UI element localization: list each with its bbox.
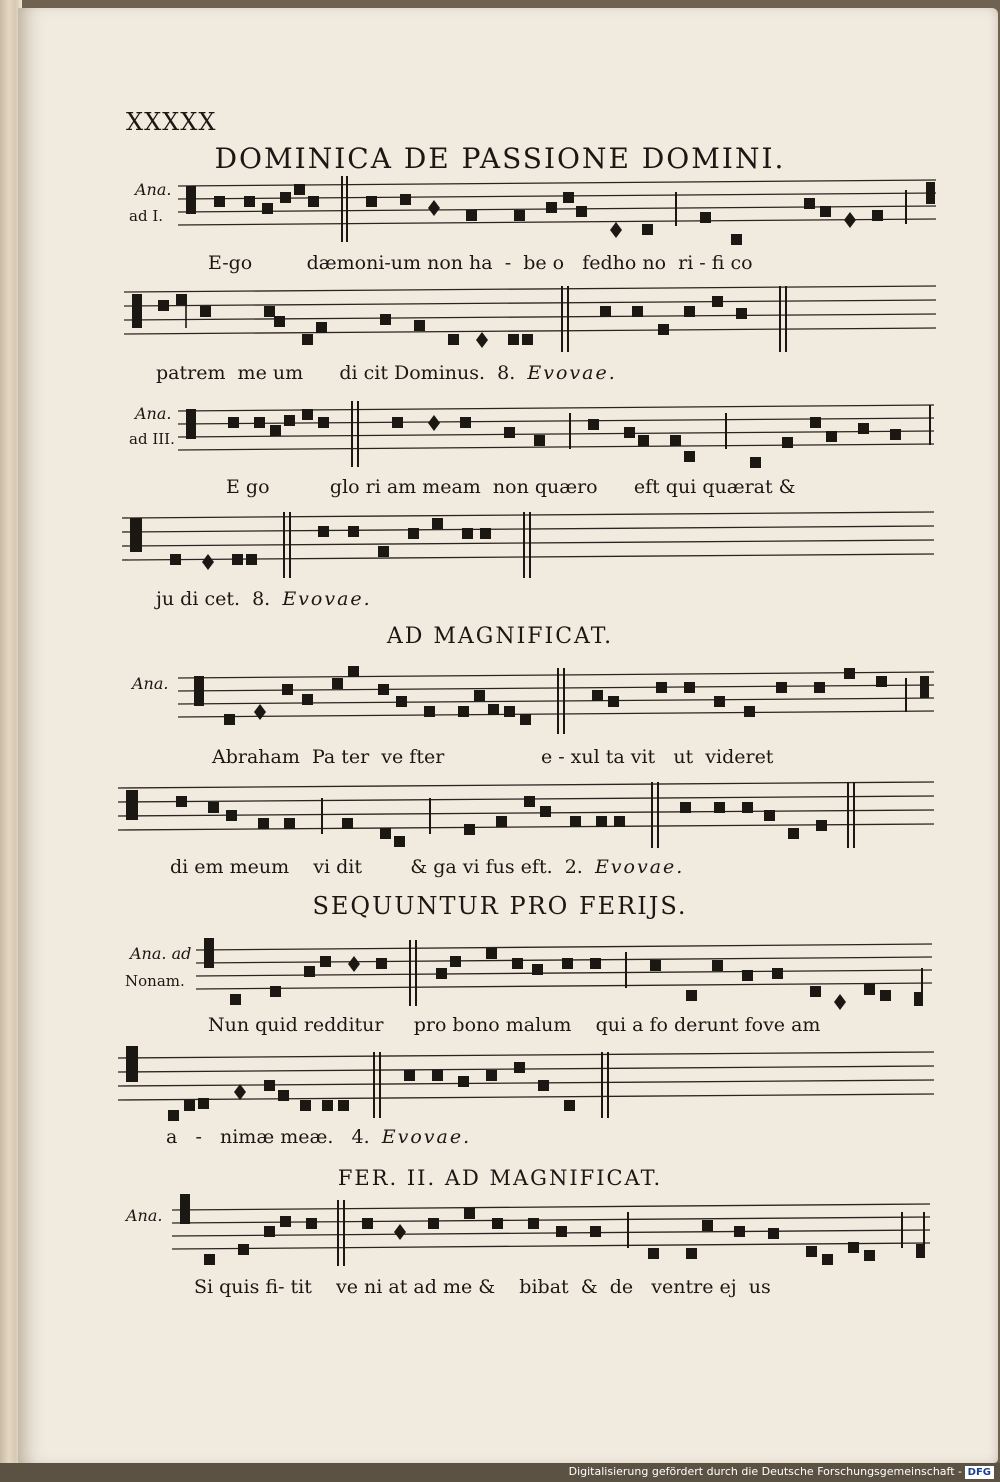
music-staff <box>178 395 938 480</box>
evovae-text: Evovae. <box>527 362 617 384</box>
antiphon-sub-label: Nonam. <box>125 972 185 990</box>
antiphon-label: Ana. <box>135 404 172 423</box>
staff-lines <box>124 286 936 334</box>
music-staff <box>196 934 936 1019</box>
music-staff <box>118 776 938 856</box>
lyrics-line: Abraham Pa ter ve fter e - xul ta vit ut videret <box>212 746 774 768</box>
lyrics-line <box>156 588 372 610</box>
antiphon-label: Ana. ad <box>130 944 192 963</box>
lyrics-line: E-go dæmoni-um non ha - be o fedho no ri - fi co <box>208 252 753 274</box>
evovae-text: Evovae. <box>594 856 685 878</box>
music-staff <box>118 1046 938 1126</box>
music-staff <box>172 1194 934 1279</box>
lyrics-line <box>166 1126 471 1148</box>
music-staff <box>178 662 938 747</box>
lyrics-line: E go glo ri am meam non quæro eft qui quærat & <box>226 476 796 498</box>
lyrics-text: di em meum vi dit & ga vi fus eft. 2. <box>170 856 583 878</box>
lyrics-text: patrem me um di cit Dominus. 8. <box>156 362 516 384</box>
heading-fer-ii-ad-magnificat: FER. II. AD MAGNIFICAT. <box>337 1166 663 1190</box>
music-staff <box>178 170 938 255</box>
evovae-text: Evovae. <box>381 1126 472 1148</box>
antiphon-label: Ana. <box>132 674 169 693</box>
staff-lines <box>122 512 934 560</box>
antiphon-label: Ana. <box>135 180 172 199</box>
lyrics-line: Si quis fi- tit ve ni at ad me & bibat & de ventre ej us <box>194 1276 771 1298</box>
heading-sequuntur-pro-ferijs: SEQUUNTUR PRO FERIJS. <box>312 892 688 920</box>
dfg-logo: DFG <box>965 1466 994 1479</box>
lyrics-line <box>156 362 617 384</box>
lyrics-text: ju di cet. 8. <box>156 588 271 610</box>
antiphon-label: Ana. <box>126 1206 163 1225</box>
page-number: XXXXX <box>126 108 217 136</box>
lyrics-line: Nun quid redditur pro bono malum qui a fo derunt fove am <box>208 1014 821 1036</box>
footer-credit: Digitalisierung gefördert durch die Deutsche Forschungsgemeinschaft - <box>568 1465 962 1478</box>
music-staff <box>124 280 939 360</box>
music-staff <box>122 506 937 586</box>
heading-dominica-de-passione: DOMINICA DE PASSIONE DOMINI. <box>214 142 786 175</box>
antiphon-sub-label: ad I. <box>129 207 164 225</box>
lyrics-line <box>170 856 684 878</box>
antiphon-sub-label: ad III. <box>129 430 175 448</box>
evovae-text: Evovae. <box>282 588 372 610</box>
lyrics-text: a - nimæ meæ. 4. <box>166 1126 370 1148</box>
heading-ad-magnificat: AD MAGNIFICAT. <box>386 624 614 649</box>
